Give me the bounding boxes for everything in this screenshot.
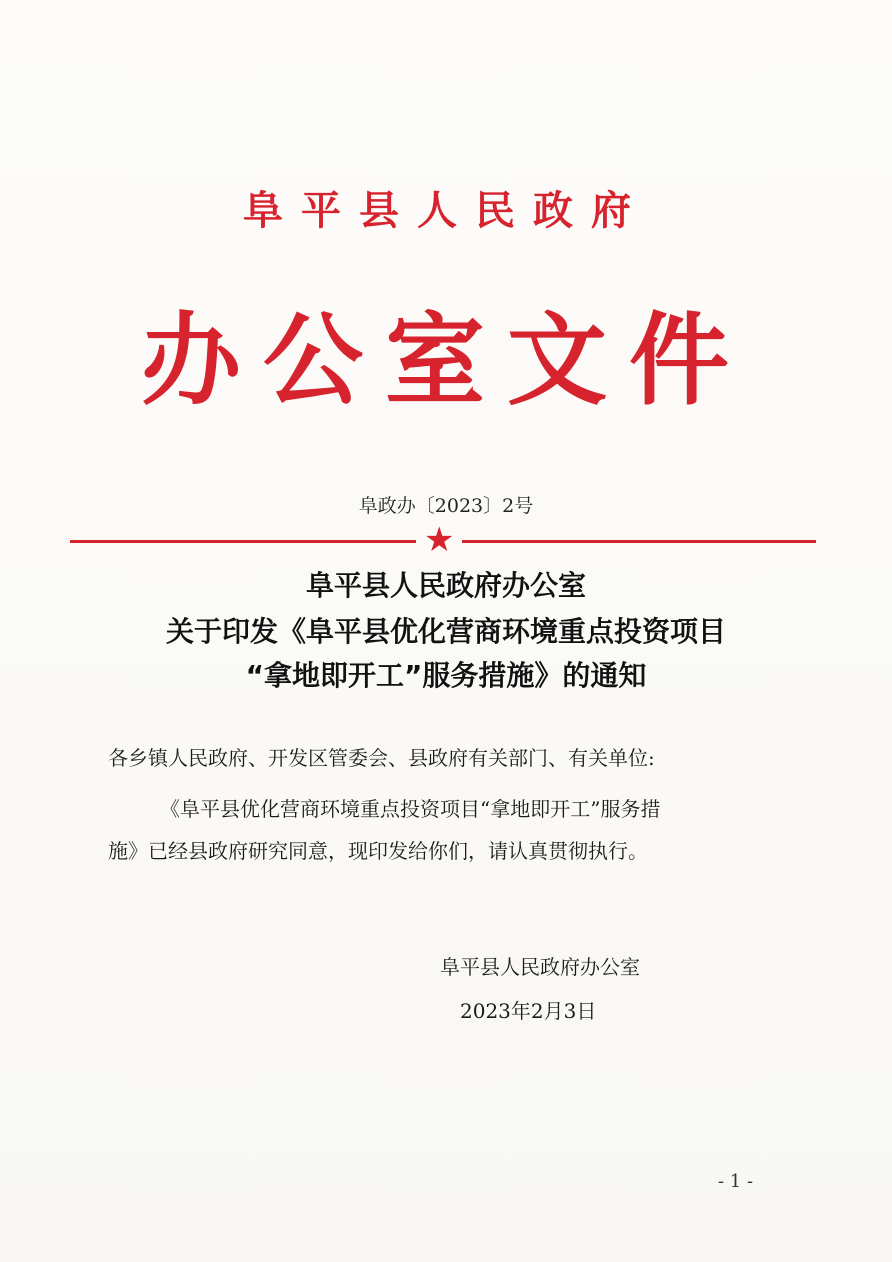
body-paragraph-line-1: 《阜平县优化营商环境重点投资项目“拿地即开工”服务措 xyxy=(160,797,661,821)
divider-left-line xyxy=(70,540,416,543)
document-number: 阜政办〔2023〕2号 xyxy=(358,495,534,517)
page-number: - 1 - xyxy=(718,1171,754,1192)
notice-title-line-3: “拿地即开工”服务措施》的通知 xyxy=(245,659,647,692)
addressee: 各乡镇人民政府、开发区管委会、县政府有关部门、有关单位: xyxy=(108,746,655,770)
signature-org: 阜平县人民政府办公室 xyxy=(440,955,640,979)
notice-title-line-2: 关于印发《阜平县优化营商环境重点投资项目 xyxy=(165,615,726,648)
body-paragraph xyxy=(108,788,788,872)
divider-right-line xyxy=(462,540,816,543)
star-icon: ★ xyxy=(424,520,455,560)
body-paragraph-line-2: 施》已经县政府研究同意，现印发给你们，请认真贯彻执行。 xyxy=(108,839,648,863)
notice-title-line-1: 阜平县人民政府办公室 xyxy=(305,569,586,602)
document-type-banner: 办公室文件 xyxy=(141,301,751,419)
issuing-org-name: 阜平县人民政府 xyxy=(243,188,649,234)
signature-date: 2023年2月3日 xyxy=(460,999,597,1023)
